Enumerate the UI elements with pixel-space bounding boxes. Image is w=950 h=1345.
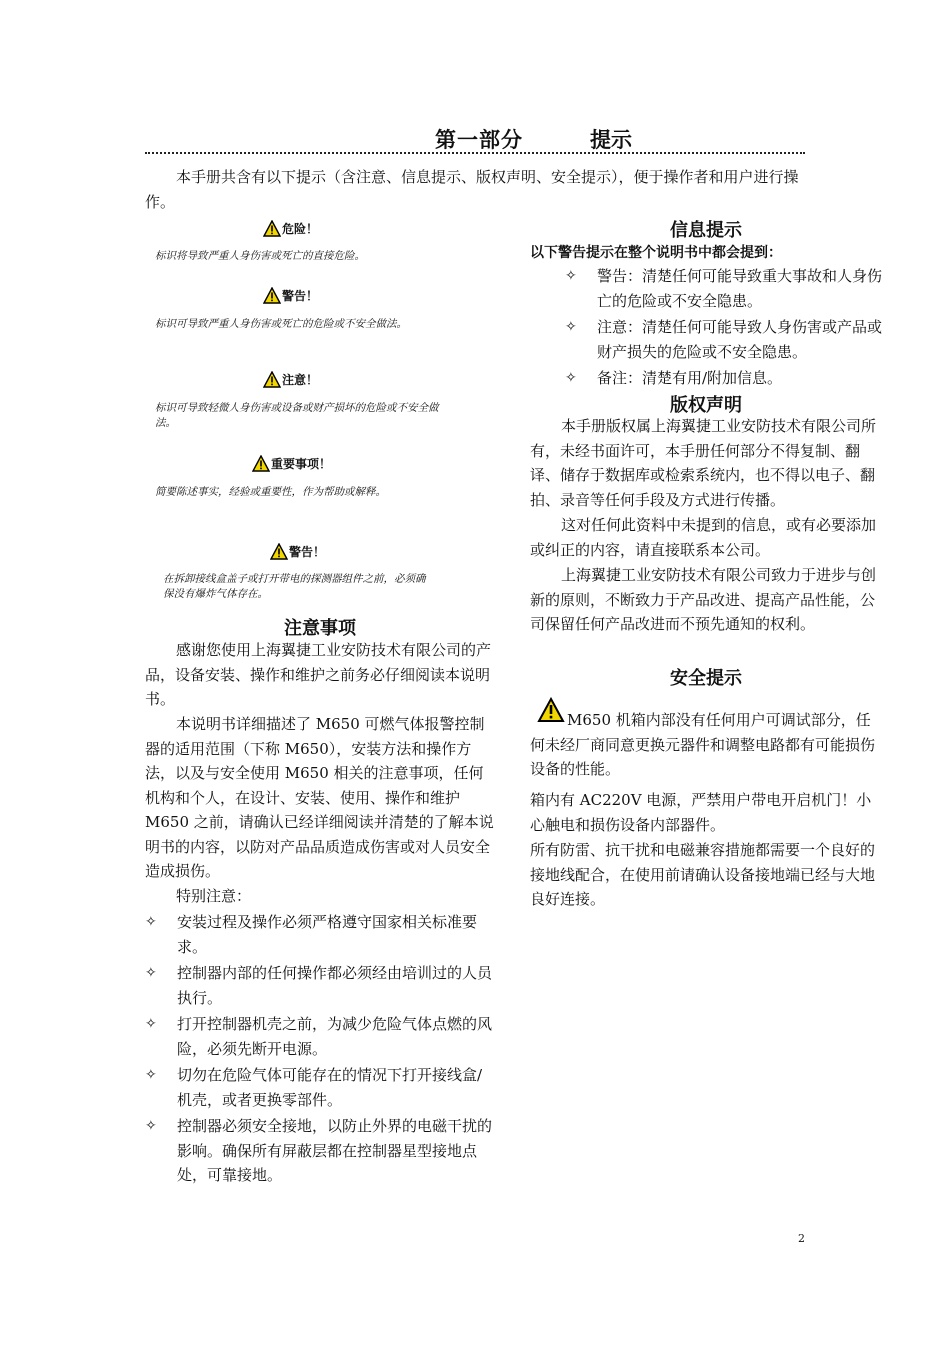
diamond-bullet-icon: ✧ [565,370,577,386]
info-subtitle: 以下警告提示在整个说明书中都会提到： [530,245,782,261]
diamond-bullet-icon: ✧ [145,1118,157,1134]
warning-label: 警告！ [289,545,326,559]
safety-paragraph-3: 所有防雷、抗干扰和电磁兼容措施都需要一个良好的接地线配合，在使用前请确认设备接地端已经与大地良好连接。 [530,841,876,908]
list-item: ✧ 安装过程及操作必须严格遵守国家相关标准要求。 [145,910,497,959]
safety-paragraph-2: 箱内有 AC220V 电源，严禁用户带电开启机门！小心触电和损伤设备内部器件。 [530,791,872,834]
notice-title: 注意事项 [284,618,356,639]
info-list [565,264,883,393]
header-title: 提示 [590,128,632,152]
diamond-bullet-icon: ✧ [145,1016,157,1032]
warning-head-explosion [270,543,325,560]
notice-paragraph-3: 特别注意： [176,887,252,905]
list-item: ✧ 注意：清楚任何可能导致人身伤害或产品或财产损失的危险或不安全隐患。 [565,315,883,364]
copyright-title: 版权声明 [670,395,742,416]
warning-head-warning [263,287,318,304]
copyright-paragraph-1: 本手册版权属上海翼捷工业安防技术有限公司所有，未经书面许可，本手册任何部分不得复制、翻译、储存于数据库或检索系统内，也不得以电子、翻拍、录音等任何手段及方式进行传播。 [530,417,877,509]
warning-text-warning: 标识可导致严重人身伤害或死亡的危险或不安全做法。 [155,318,407,330]
list-item: ✧ 打开控制器机壳之前，为减少危险气体点燃的风险，必须先断开电源。 [145,1012,497,1061]
warning-triangle-icon [263,220,281,237]
info-title: 信息提示 [670,220,742,241]
diamond-bullet-icon: ✧ [565,319,577,335]
diamond-bullet-icon: ✧ [145,914,157,930]
header-part: 第一部分 [435,128,523,152]
warning-text-explosion: 在拆卸接线盒盖子或打开带电的探测器组件之前，必须确保没有爆炸气体存在。 [163,573,426,600]
warning-text-important: 简要陈述事实，经验或重要性，作为帮助或解释。 [155,486,386,498]
warning-label: 注意！ [282,373,319,387]
diamond-bullet-icon: ✧ [145,1067,157,1083]
list-item: ✧ 控制器必须安全接地，以防止外界的电磁干扰的影响。确保所有屏蔽层都在控制器星型接地点处，可靠接地。 [145,1114,497,1188]
warning-label: 危险！ [282,222,319,236]
warning-triangle-icon [263,371,281,388]
list-item: ✧ 警告：清楚任何可能导致重大事故和人身伤亡的危险或不安全隐患。 [565,264,883,313]
list-item: ✧ 切勿在危险气体可能存在的情况下打开接线盒/机壳，或者更换零部件。 [145,1063,497,1112]
list-item: ✧ 控制器内部的任何操作都必须经由培训过的人员执行。 [145,961,497,1010]
warning-label: 警告！ [282,289,319,303]
warning-text-caution: 标识可导致轻微人身伤害或设备或财产损坏的危险或不安全做法。 [155,402,439,429]
warning-triangle-icon [270,543,288,560]
copyright-paragraph-3: 上海翼捷工业安防技术有限公司致力于进步与创新的原则，不断致力于产品改进、提高产品性能，公司保留任何产品改进而不预先通知的权利。 [530,566,877,633]
safety-paragraph-1: M650 机箱内部没有任何用户可调试部分，任何未经厂商同意更换元器件和调整电路都有可能损伤设备的性能。 [530,711,876,778]
warning-triangle-icon [252,455,270,472]
intro-paragraph: 本手册共含有以下提示（含注意、信息提示、版权声明、安全提示），便于操作者和用户进行操作。 [145,168,799,211]
copyright-paragraph-2: 这对任何此资料中未提到的信息，或有必要添加或纠正的内容，请直接联系本公司。 [530,516,877,559]
warning-text-danger: 标识将导致严重人身伤害或死亡的直接危险。 [155,250,365,262]
notice-paragraph-2: 本说明书详细描述了 M650 可燃气体报警控制器的适用范围（下称 M650），安装方法和操作方法，以及与安全使用 M650 相关的注意事项，任何机构和个人，在设计、安装、使用、操作和维护 M650 之前，请确认已经详细阅读并清楚的了解本说明书的内容，以防对产品品质造成伤害或对人员安全造成损伤。 [145,715,494,880]
warning-triangle-icon [263,287,281,304]
warning-head-danger [263,220,318,237]
notice-paragraph-1: 感谢您使用上海翼捷工业安防技术有限公司的产品，设备安装、操作和维护之前务必仔细阅读本说明书。 [145,641,492,708]
page-header [145,124,805,154]
page-number: 2 [798,1232,805,1245]
diamond-bullet-icon: ✧ [145,965,157,981]
notice-list [145,910,497,1190]
diamond-bullet-icon: ✧ [565,268,577,284]
warning-label: 重要事项！ [271,457,332,471]
list-item: ✧ 备注：清楚有用/附加信息。 [565,366,883,391]
safety-title: 安全提示 [670,668,742,689]
warning-head-important [252,455,331,472]
warning-head-caution [263,371,318,388]
